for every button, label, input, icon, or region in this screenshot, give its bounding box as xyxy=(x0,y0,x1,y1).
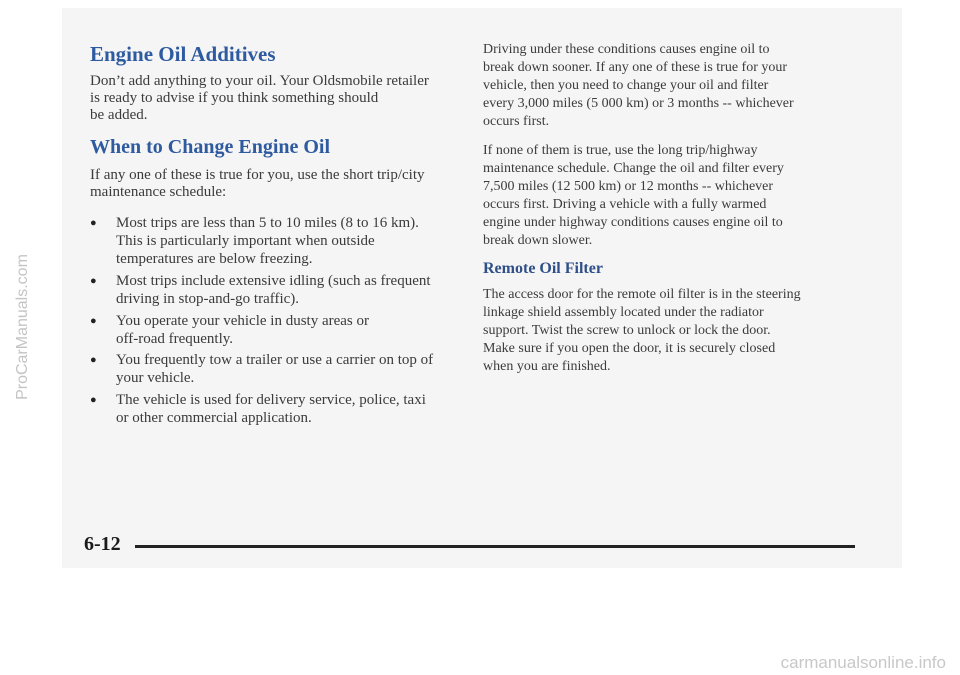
bullet-line: temperatures are below freezing. xyxy=(116,251,313,267)
para2-line-6: break down slower. xyxy=(483,233,593,248)
para1-line-3: vehicle, then you need to change your oil and filter xyxy=(483,78,769,93)
bullet-icon: ● xyxy=(90,275,97,287)
list-item xyxy=(90,351,450,389)
bullet-icon: ● xyxy=(90,217,97,229)
para2-line-4: occurs first. Driving a vehicle with a fully warmed xyxy=(483,197,767,212)
list-item xyxy=(90,312,450,350)
para3-line-2: linkage shield assembly located under the radiator xyxy=(483,305,764,320)
bullet-line: You frequently tow a trailer or use a carrier on top of xyxy=(116,352,434,368)
intro-line-3: be added. xyxy=(90,107,148,123)
para1-line-1: Driving under these conditions causes engine oil to xyxy=(483,42,770,57)
section-heading: When to Change Engine Oil xyxy=(90,136,331,158)
bullet-line: driving in stop-and-go traffic). xyxy=(116,291,300,307)
para2-line-5: engine under highway conditions causes engine oil to xyxy=(483,215,783,230)
section-intro-line-1: If any one of these is true for you, use the short trip/city xyxy=(90,167,425,183)
bullet-icon: ● xyxy=(90,315,97,327)
footer-divider xyxy=(135,545,855,548)
bullet-line: or other commercial application. xyxy=(116,410,312,426)
manual-page xyxy=(62,8,902,568)
bullet-line: Most trips are less than 5 to 10 miles (8 to 16 km). xyxy=(116,215,419,231)
bullet-line: This is particularly important when outside xyxy=(116,233,375,249)
bullet-text xyxy=(116,391,456,427)
para3-line-3: support. Twist the screw to unlock or lock the door. xyxy=(483,323,771,338)
para1-line-5: occurs first. xyxy=(483,114,550,129)
bullet-line: The vehicle is used for delivery service, police, taxi xyxy=(116,392,426,408)
remote-oil-filter-heading: Remote Oil Filter xyxy=(483,260,603,277)
bullet-text xyxy=(116,214,456,268)
para1-line-4: every 3,000 miles (5 000 km) or 3 months -- whichever xyxy=(483,96,794,111)
bottom-watermark: carmanualsonline.info xyxy=(780,653,946,672)
para3-line-1: The access door for the remote oil filter is in the steering xyxy=(483,287,801,302)
bullet-icon: ● xyxy=(90,354,97,366)
bullet-text xyxy=(116,272,456,308)
section-intro-line-2: maintenance schedule: xyxy=(90,184,227,200)
bullet-line: You operate your vehicle in dusty areas or xyxy=(116,313,369,329)
para3-line-4: Make sure if you open the door, it is securely closed xyxy=(483,341,776,356)
intro-line-1: Don’t add anything to your oil. Your Oldsmobile retailer xyxy=(90,73,429,89)
bullet-line: your vehicle. xyxy=(116,370,195,386)
list-item xyxy=(90,272,450,310)
bullet-line: Most trips include extensive idling (such as frequent xyxy=(116,273,431,289)
bullet-line: off-road frequently. xyxy=(116,331,234,347)
intro-line-2: is ready to advise if you think something should xyxy=(90,90,379,106)
para3-line-5: when you are finished. xyxy=(483,359,611,374)
bullet-text xyxy=(116,351,456,387)
para1-line-2: break down sooner. If any one of these is true for your xyxy=(483,60,788,75)
para2-line-2: maintenance schedule. Change the oil and filter every xyxy=(483,161,784,176)
side-watermark: ProCarManuals.com xyxy=(14,254,31,400)
para2-line-1: If none of them is true, use the long trip/highway xyxy=(483,143,758,158)
section-title: Engine Oil Additives xyxy=(90,42,276,66)
list-item xyxy=(90,214,450,270)
list-item xyxy=(90,391,450,429)
bullet-icon: ● xyxy=(90,394,97,406)
bullet-text xyxy=(116,312,456,348)
para2-line-3: 7,500 miles (12 500 km) or 12 months -- whichever xyxy=(483,179,774,194)
page-number: 6-12 xyxy=(84,533,121,555)
